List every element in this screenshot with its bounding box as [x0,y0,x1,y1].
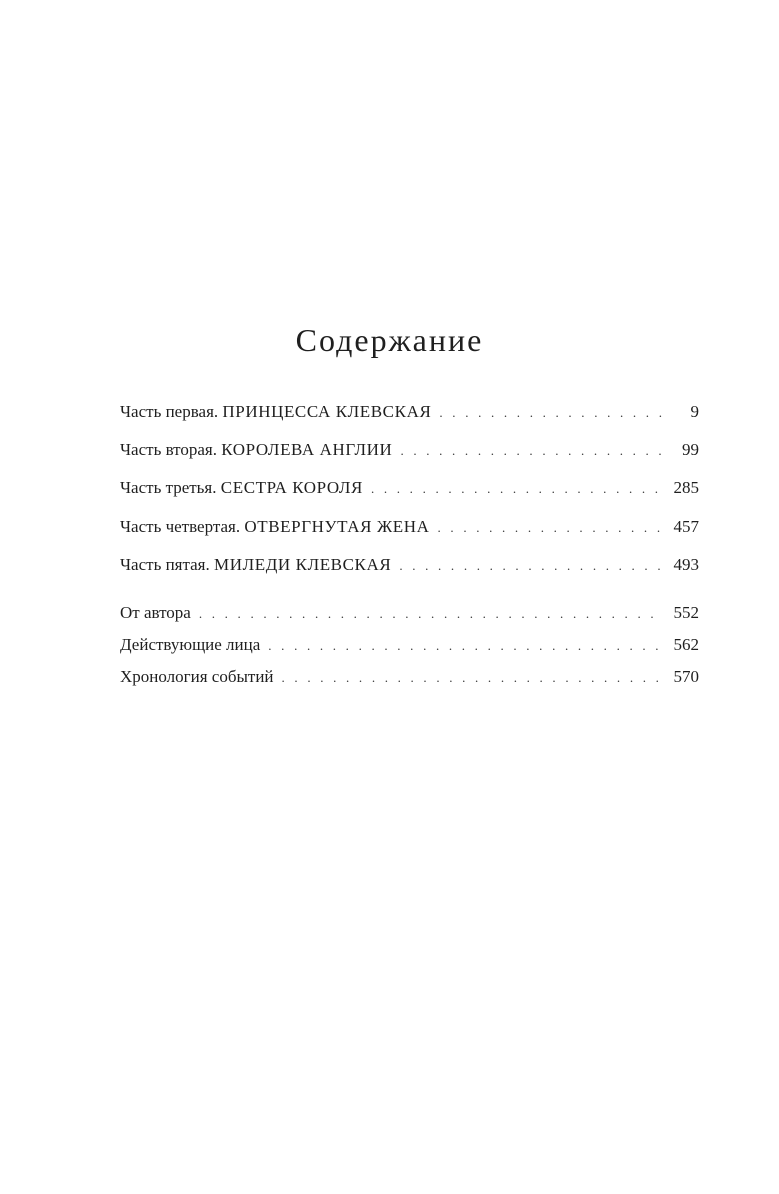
toc-entry-label: От автора [120,603,191,622]
part-title: КОРОЛЕВА АНГЛИИ [221,440,393,460]
toc-entry[interactable] [120,555,699,593]
page-number: 570 [673,667,699,686]
toc-entry-label [120,402,431,422]
page-number: 457 [673,516,699,536]
dot-leader [282,670,664,686]
part-title: СЕСТРА КОРОЛЯ [220,478,363,498]
toc-entry-label: Хронология событий [120,667,274,686]
part-title: МИЛЕДИ КЛЕВСКАЯ [214,554,392,574]
dot-leader [399,558,663,574]
part-name: Часть первая. [120,402,219,421]
toc-entry-label [120,440,392,460]
toc-entry-label [120,555,391,575]
page-number: 99 [682,440,699,460]
page-title: Содержание [295,322,484,358]
page-number: 493 [673,554,699,574]
dot-leader [199,606,664,622]
page-number: 9 [690,402,699,421]
toc-parts-list [120,402,699,593]
part-title: ПРИНЦЕССА КЛЕВСКАЯ [222,402,432,421]
toc-entry-label [120,478,363,498]
dot-leader [438,520,664,536]
dot-leader [439,405,667,421]
toc-entry-label: Действующие лица [120,635,261,654]
part-name: Часть вторая. [120,440,217,460]
toc-entry[interactable] [120,478,699,516]
part-name: Часть четвертая. [120,516,241,536]
toc-entry-label [120,517,430,537]
toc-entry[interactable] [120,402,699,440]
toc-entry[interactable] [120,440,699,478]
page-number: 562 [673,635,699,654]
toc-entry[interactable] [120,667,699,699]
dot-leader [268,638,663,654]
toc-entry[interactable] [120,635,699,667]
toc-entry[interactable] [120,517,699,555]
toc-extras-list [120,603,699,699]
toc-entry[interactable] [120,603,699,635]
dot-leader [400,443,667,459]
part-name: Часть третья. [120,478,217,498]
page-number: 285 [673,478,699,498]
part-title: ОТВЕРГНУТАЯ ЖЕНА [244,516,430,536]
dot-leader [371,481,664,497]
page-number: 552 [673,603,699,622]
part-name: Часть пятая. [120,554,210,574]
